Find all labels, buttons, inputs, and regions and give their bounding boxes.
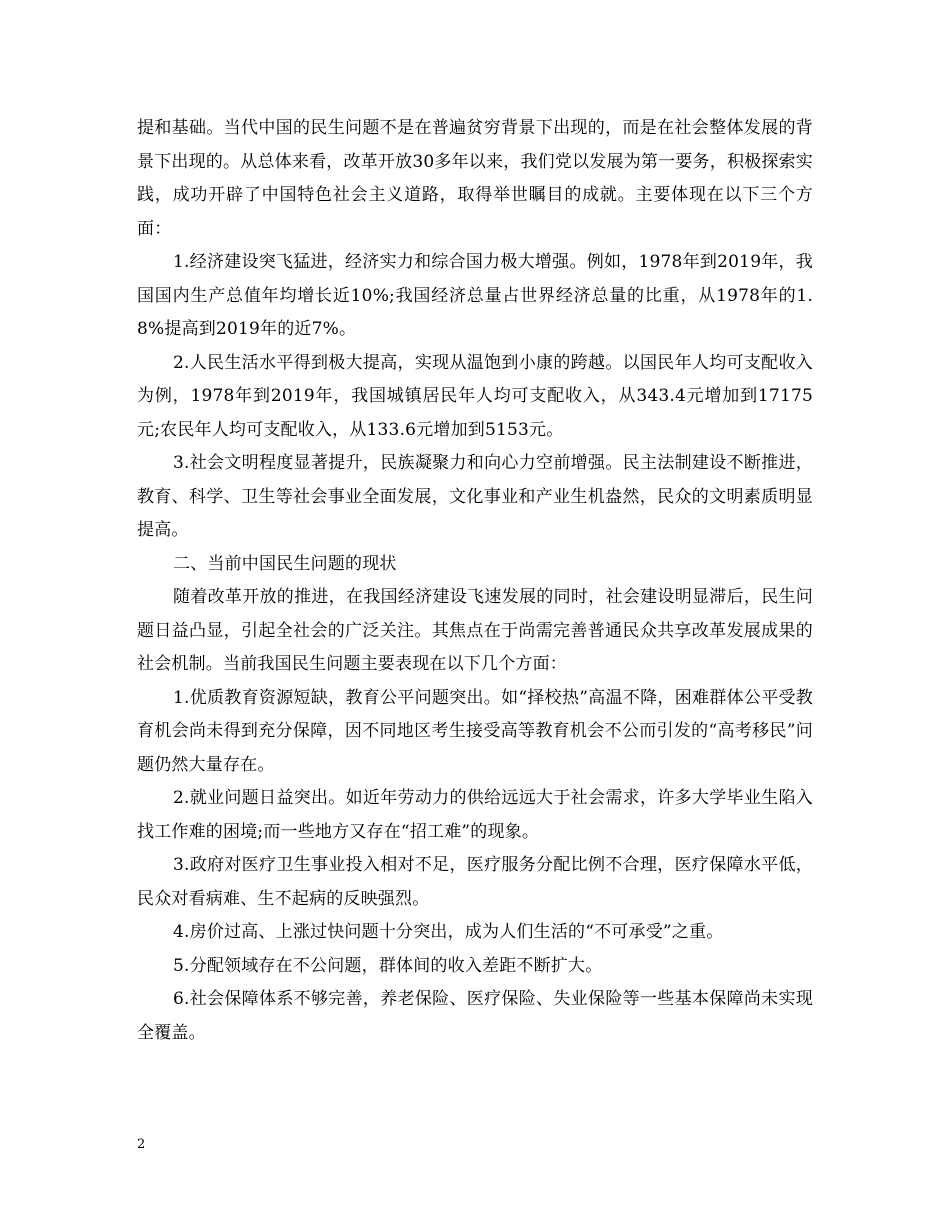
paragraph-civilization: 3.社会文明程度显著提升，民族凝聚力和向心力空前增强。民主法制建设不断推进，教育、科学、卫生等社会事业全面发展，文化事业和产业生机盎然，民众的文明素质明显提高。 xyxy=(137,453,813,540)
paragraph-education: 1.优质教育资源短缺，教育公平问题突出。如“择校热”高温不降，困难群体公平受教育机会尚未得到充分保障，因不同地区考生接受高等教育机会不公而引发的“高考移民”问题仍然大量存在。 xyxy=(137,687,813,775)
paragraph-housing: 4.房价过高、上涨过快问题十分突出，成为人们生活的“不可承受”之重。 xyxy=(173,922,724,942)
paragraph-current-status: 随着改革开放的推进，在我国经济建设飞速发展的同时，社会建设明显滞后，民生问题日益凸显，引起全社会的广泛关注。其焦点在于尚需完善普通民众共享改革发展成果的社会机制。当前我国民生问题主要表现在以下几个方面： xyxy=(137,587,813,674)
paragraph-employment: 2.就业问题日益突出。如近年劳动力的供给远远大于社会需求，许多大学毕业生陷入找工作难的困境;而一些地方又存在“招工难”的现象。 xyxy=(137,788,813,842)
paragraph-economy: 1.经济建设突飞猛进，经济实力和综合国力极大增强。例如，1978年到2019年，我国国内生产总值年均增长近10%;我国经济总量占世界经济总量的比重，从1978年的1.8%提高到2019年的近7%。 xyxy=(137,252,813,339)
body-text xyxy=(137,112,813,1050)
paragraph-intro: 提和基础。当代中国的民生问题不是在普遍贫穷背景下出现的，而是在社会整体发展的背景下出现的。从总体来看，改革开放30多年以来，我们党以发展为第一要务，积极探索实践，成功开辟了中国特色社会主义道路，取得举世瞩目的成就。主要体现在以下三个方面： xyxy=(137,118,813,239)
page-number: 2 xyxy=(137,1137,146,1152)
section-heading: 二、当前中国民生问题的现状 xyxy=(173,553,397,574)
paragraph-healthcare: 3.政府对医疗卫生事业投入相对不足，医疗服务分配比例不合理，医疗保障水平低，民众对看病难、生不起病的反映强烈。 xyxy=(137,855,813,909)
paragraph-living-standard: 2.人民生活水平得到极大提高，实现从温饱到小康的跨越。以国民年人均可支配收入为例，1978年到2019年，我国城镇居民年人均可支配收入，从343.4元增加到17175元;农民年人均可支配收入，从133.6元增加到5153元。 xyxy=(137,352,813,440)
paragraph-distribution: 5.分配领域存在不公问题，群体间的收入差距不断扩大。 xyxy=(173,955,603,976)
paragraph-social-security: 6.社会保障体系不够完善，养老保险、医疗保险、失业保险等一些基本保障尚未实现全覆盖。 xyxy=(137,989,813,1043)
